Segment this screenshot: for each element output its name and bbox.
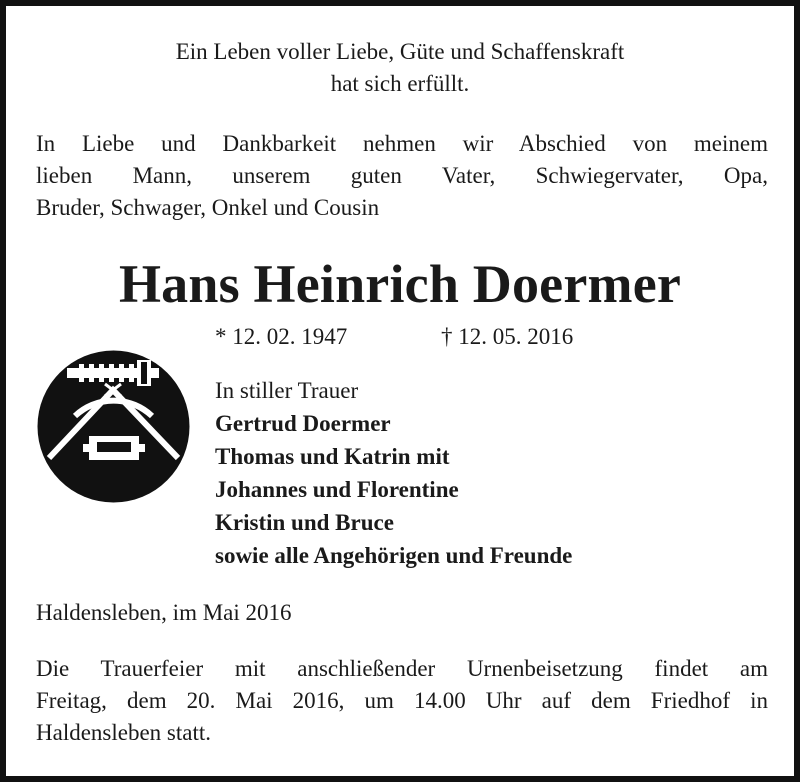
birth-date: * 12. 02. 1947	[215, 324, 348, 349]
intro-line-2: lieben Mann, unserem guten Vater, Schwiegervater, Opa,	[36, 163, 768, 188]
funeral-line-1: Die Trauerfeier mit anschließender Urnenbeisetzung findet am	[36, 656, 768, 681]
funeral-line-2: Freitag, dem 20. Mai 2016, um 14.00 Uhr auf dem Friedhof in	[36, 688, 768, 713]
intro-line-3: Bruder, Schwager, Onkel und Cousin	[36, 195, 380, 220]
mourner-line-5: sowie alle Angehörigen und Freunde	[215, 543, 573, 568]
mourner-line-3: Johannes und Florentine	[215, 477, 459, 502]
mourner-line-4: Kristin und Bruce	[215, 510, 394, 535]
funeral-line-3: Haldensleben statt.	[36, 720, 212, 745]
mourner-line-1: Gertrud Doermer	[215, 411, 391, 436]
carpenter-guild-emblem-icon	[37, 350, 190, 503]
motto	[6, 36, 794, 100]
place-date: Haldensleben, im Mai 2016	[36, 600, 292, 625]
mourner-line-2: Thomas und Katrin mit	[215, 444, 450, 469]
intro-line-1: In Liebe und Dankbarkeit nehmen wir Abschied von meinem	[36, 131, 768, 156]
mourners-block	[215, 374, 572, 572]
deceased-name: Hans Heinrich Doermer	[118, 254, 682, 314]
motto-line-2: hat sich erfüllt.	[330, 71, 470, 96]
funeral-info	[36, 653, 768, 749]
motto-line-1: Ein Leben voller Liebe, Güte und Schaffenskraft	[175, 39, 625, 64]
death-date: † 12. 05. 2016	[441, 324, 574, 349]
mourners-label: In stiller Trauer	[215, 378, 359, 403]
intro-text	[36, 128, 768, 224]
